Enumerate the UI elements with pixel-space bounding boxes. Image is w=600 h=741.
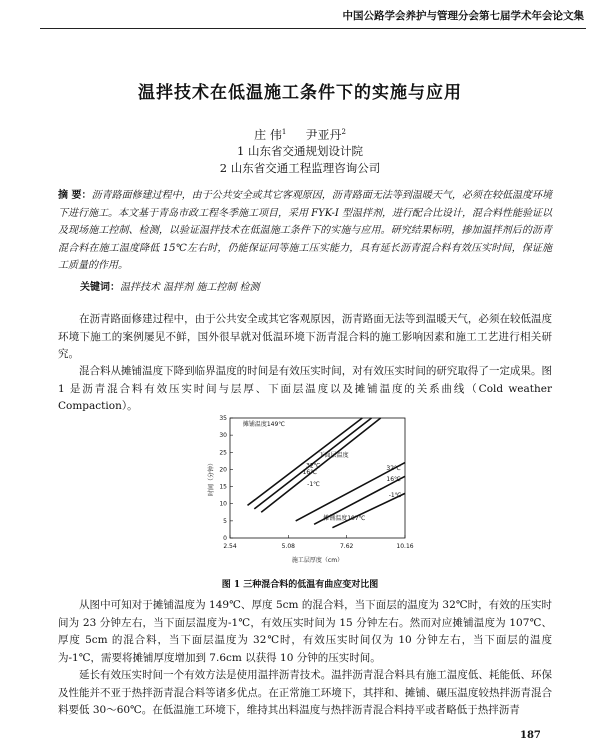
keywords-text: 温拌技术 温拌剂 施工控制 检测 [120,282,260,293]
series-label-2: -1℃ [307,480,320,488]
affiliation-2: 2 山东省交通工程监理咨询公司 [219,161,381,175]
annotation-lower-layer: 下面层温度 [318,452,349,460]
series-line-0 [248,418,363,505]
series-label-1: 16℃ [302,469,317,477]
series-label-4: 16℃ [386,476,401,484]
header-rule [40,28,586,29]
author-name-2: 尹亚丹 [305,128,342,142]
annotation-paving-149: 摊铺温度149℃ [242,421,286,429]
chart-svg [205,410,415,575]
author-mark-1: 1 [281,128,287,136]
x-axis-label: 施工层厚度（cm） [291,557,344,564]
figure-1-chart [205,410,415,575]
plot-frame [230,418,405,538]
paper-title: 温拌技术在低温施工条件下的实施与应用 [138,83,462,103]
abstract-label: 摘 要： [58,190,92,201]
y-tick-label-6: 30 [219,432,227,440]
figure-caption: 图 1 三种混合料的低温有曲应变对比图 [221,580,379,590]
body-paragraph-3: 从图中可知对于摊铺温度为 149℃、厚度 5cm 的混合料，当下面层的温度为 32℃时，有效的压实时间为 23 分钟左右，当下面层温度为-1℃，有效压实时间为 15 分钟左右。然而对应摊铺温度为 107℃、厚度 5cm 的混合料，当下面层温度为 32℃时，有效压实时间仅为 10 分钟左右，当下面层的温度为-1℃，需要将摊铺厚度增加到 7.6cm 以获得 10 分钟的压实时间。 [58,599,552,664]
y-tick-label-7: 35 [219,415,227,422]
abstract [58,187,552,275]
series-label-3: 32℃ [386,465,401,473]
x-tick-label-2: 7.62 [339,543,354,550]
x-tick-label-1: 5.08 [281,543,296,550]
author-line [0,126,600,143]
abstract-text: 沥青路面修建过程中，由于公共安全或其它客观原因，沥青路面无法等到温暖天气，必须在较低温度环境下进行施工。本文基于青岛市政工程冬季施工项目，采用 FYK-I 型温拌剂，进行配合比设计，混合料性能验证以及现场施工控制、检测，以验证温拌技术在低温施工条件下的实施与应用。研究结果标明，掺加温拌剂后的沥青混合料在施工温度降低 15℃左右时，仍能保证同等施工压实能力，具有延长沥青混合料有效压实时间，保证施工质量的作用。 [58,190,553,271]
running-header: 中国公路学会养护与管理分会第七届学术年会论文集 [342,10,584,22]
body-paragraph-4: 延长有效压实时间一个有效方法是使用温拌沥青技术。温拌沥青混合料具有施工温度低、耗能低、环保及性能并不亚于热拌沥青混合料等诸多优点。在正常施工环境下，其拌和、摊铺、碾压温度较热拌沥青混合料要低 30～60℃。在低温施工环境下，维持其出料温度与热拌沥青混合料持平或者略低于热拌沥青 [58,669,552,716]
x-tick-label-3: 10.16 [396,543,414,550]
y-axis-label: 时间（分钟） [208,459,215,497]
y-tick-label-1: 5 [223,517,227,525]
author-mark-2: 2 [341,128,346,136]
keywords-label: 关键词： [80,282,120,293]
y-tick-label-0: 0 [223,535,227,542]
y-tick-label-4: 20 [219,466,227,474]
page-number: 187 [520,730,541,741]
series-label-0: 32℃ [306,462,321,470]
x-tick-label-0: 2.54 [223,543,237,550]
body-paragraph-1: 在沥青路面修建过程中，由于公共安全或其它客观原因，沥青路面无法等到温暖天气，必须在较低温度环境下施工的案例屡见不鲜，国外很早就对低温环境下沥青混合料的施工影响因素和施工工艺进行相关研究。 [58,313,552,360]
keywords [80,278,550,293]
author-name-1: 庄 伟 [254,128,282,142]
series-label-5: -1℃ [388,491,402,499]
y-tick-label-2: 10 [219,500,227,508]
annotation-paving-107: 摊铺温度107℃ [323,515,366,523]
body-paragraph-2: 混合料从摊铺温度下降到临界温度的时间是有效压实时间，对有效压实时间的研究取得了一定成果。图 1 是沥青混合料有效压实时间与层厚、下面层温度以及摊铺温度的关系曲线（Cold weather Compaction）。 [58,365,552,412]
affiliation-1: 1 山东省交通规划设计院 [237,144,363,158]
y-tick-label-5: 25 [219,449,227,457]
y-tick-label-3: 15 [219,483,227,491]
